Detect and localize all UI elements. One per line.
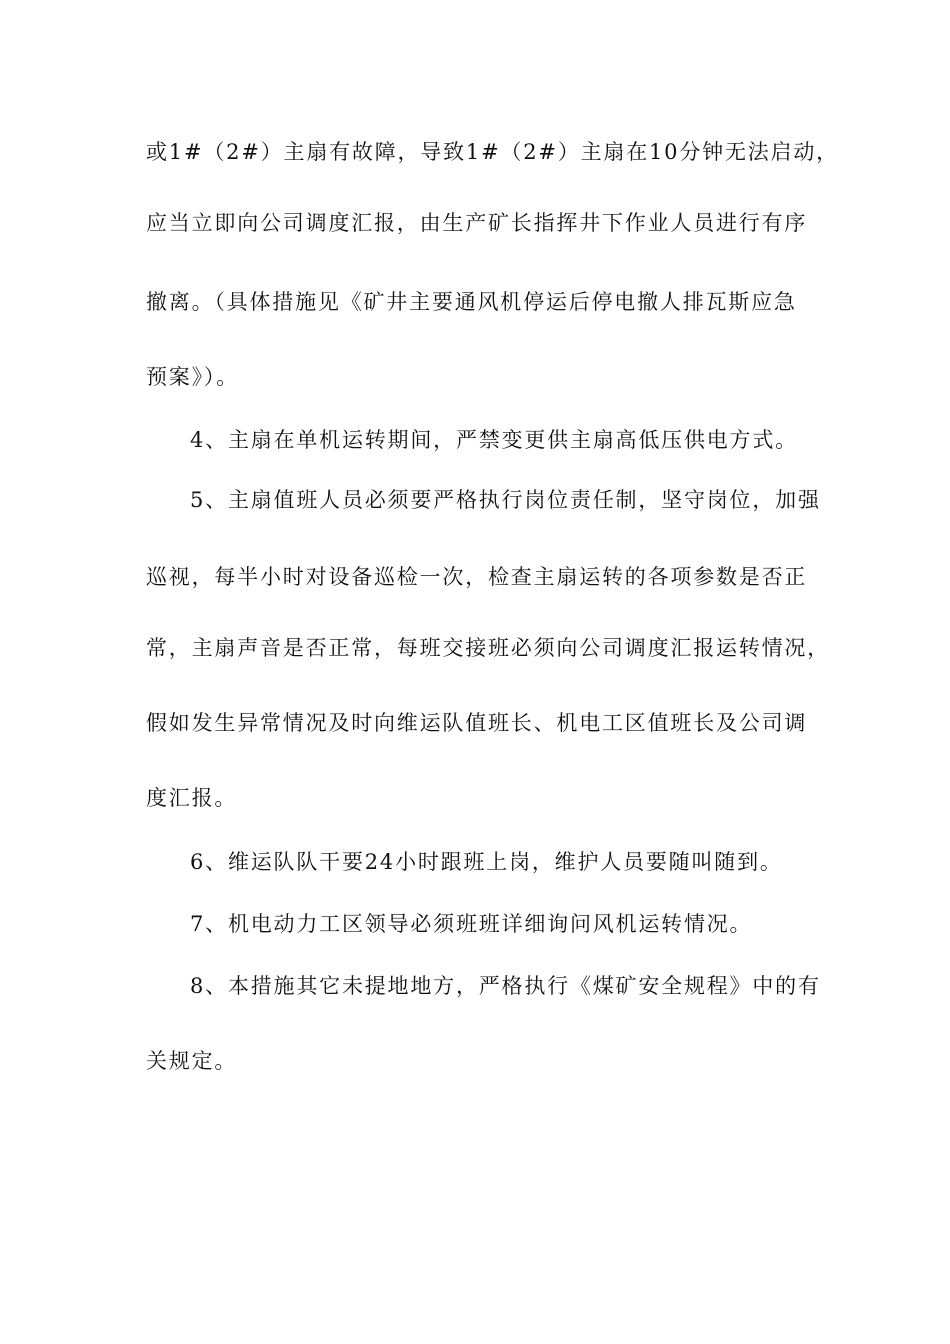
text-line: 撤离。（具体措施见《矿井主要通风机停运后停电撤人排瓦斯应急 xyxy=(146,290,797,314)
text-line: 关规定。 xyxy=(146,1049,238,1073)
paragraph-6: 6、维运队队干要24小时跟班上岗，维护人员要随叫随到。 xyxy=(190,850,783,874)
text-line: 度汇报。 xyxy=(146,786,238,810)
paragraph-4: 4、主扇在单机运转期间，严禁变更供主扇高低压供电方式。 xyxy=(190,428,798,452)
text-line: 常，主扇声音是否正常，每班交接班必须向公司调度汇报运转情况， xyxy=(146,636,830,660)
text-line: 应当立即向公司调度汇报，由生产矿长指挥井下作业人员进行有序 xyxy=(146,211,808,235)
text-line: 预案》）。 xyxy=(146,365,239,389)
text-line: 巡视，每半小时对设备巡检一次，检查主扇运转的各项参数是否正 xyxy=(146,565,808,589)
text-line: 假如发生异常情况及时向维运队值班长、机电工区值班长及公司调 xyxy=(146,711,808,735)
paragraph-5: 5、主扇值班人员必须要严格执行岗位责任制，坚守岗位，加强 xyxy=(190,488,821,512)
paragraph-8: 8、本措施其它未提地地方，严格执行《煤矿安全规程》中的有 xyxy=(190,974,821,998)
paragraph-7: 7、机电动力工区领导必须班班详细询问风机运转情况。 xyxy=(190,912,753,936)
text-line: 或1#（2#）主扇有故障，导致1#（2#）主扇在10分钟无法启动， xyxy=(146,140,839,164)
